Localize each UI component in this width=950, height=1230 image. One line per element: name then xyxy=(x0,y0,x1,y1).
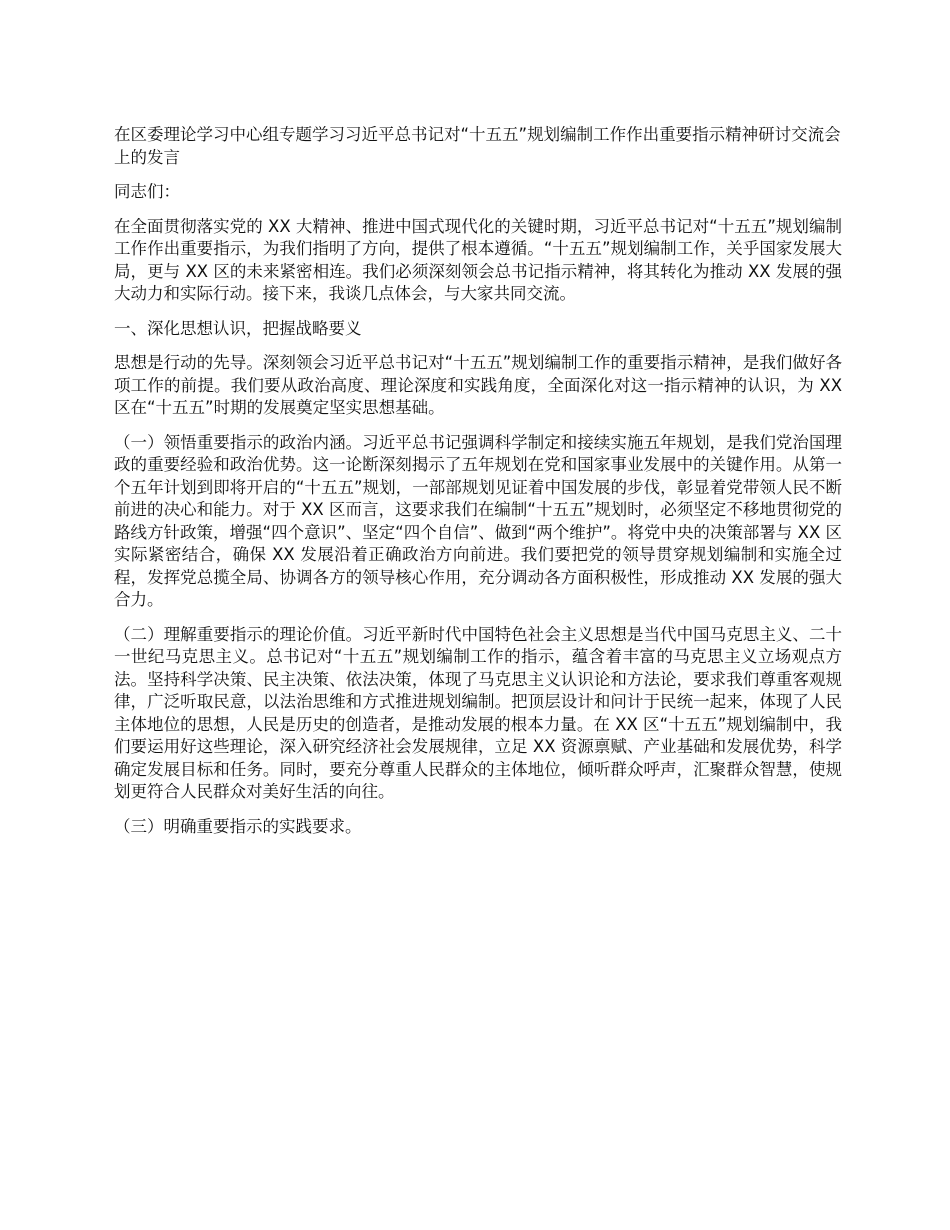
subsection-3-paragraph: （三）明确重要指示的实践要求。 xyxy=(114,816,362,836)
subsection-1-paragraph: （一）领悟重要指示的政治内涵。习近平总书记强调科学制定和接续实施五年规划，是我们党治国理政的重要经验和政治优势。这一论断深刻揭示了五年规划在党和国家事业发展中的关键作用。从第一个五年计划到即将开启的“十五五”规划，一部部规划见证着中国发展的步伐，彰显着党带领人民不断前进的决心和能力。对于 XX 区而言，这要求我们在编制“十五五”规划时，必须坚定不移地贯彻党的路线方针政策，增强“四个意识”、坚定“四个自信”、做到“两个维护”。将党中央的决策部署与 XX 区实际紧密结合，确保 XX 发展沿着正确政治方向前进。我们要把党的领导贯穿规划编制和实施全过程，发挥党总揽全局、协调各方的领导核心作用，充分调动各方面积极性，形成推动 XX 发展的强大合力。 xyxy=(114,432,842,609)
section-1-paragraph: 思想是行动的先导。深刻领会习近平总书记对“十五五”规划编制工作的重要指示精神，是我们做好各项工作的前提。我们要从政治高度、理论深度和实践角度，全面深化对这一指示精神的认识，为 XX 区在“十五五”时期的发展奠定坚实思想基础。 xyxy=(114,353,842,417)
section-heading-1: 一、深化思想认识，把握战略要义 xyxy=(114,318,362,338)
salutation: 同志们： xyxy=(114,182,180,201)
document-title: 在区委理论学习中心组专题学习习近平总书记对“十五五”规划编制工作作出重要指示精神研讨交流会上的发言 xyxy=(114,125,841,167)
subsection-2-paragraph: （二）理解重要指示的理论价值。习近平新时代中国特色社会主义思想是当代中国马克思主义、二十一世纪马克思主义。总书记对“十五五”规划编制工作的指示，蕴含着丰富的马克思主义立场观点方法。坚持科学决策、民主决策、依法决策，体现了马克思主义认识论和方法论，要求我们尊重客观规律，广泛听取民意，以法治思维和方式推进规划编制。把顶层设计和问计于民统一起来，体现了人民主体地位的思想，人民是历史的创造者，是推动发展的根本力量。在 XX 区“十五五”规划编制中，我们要运用好这些理论，深入研究经济社会发展规律，立足 XX 资源禀赋、产业基础和发展优势，科学确定发展目标和任务。同时，要充分尊重人民群众的主体地位，倾听群众呼声，汇聚群众智慧，使规划更符合人民群众对美好生活的向往。 xyxy=(114,624,842,801)
intro-paragraph: 在全面贯彻落实党的 XX 大精神、推进中国式现代化的关键时期，习近平总书记对“十五五”规划编制工作作出重要指示，为我们指明了方向，提供了根本遵循。“十五五”规划编制工作，关乎国家发展大局，更与 XX 区的未来紧密相连。我们必须深刻领会总书记指示精神，将其转化为推动 XX 发展的强大动力和实际行动。接下来，我谈几点体会，与大家共同交流。 xyxy=(114,216,842,303)
document-page xyxy=(114,124,842,850)
